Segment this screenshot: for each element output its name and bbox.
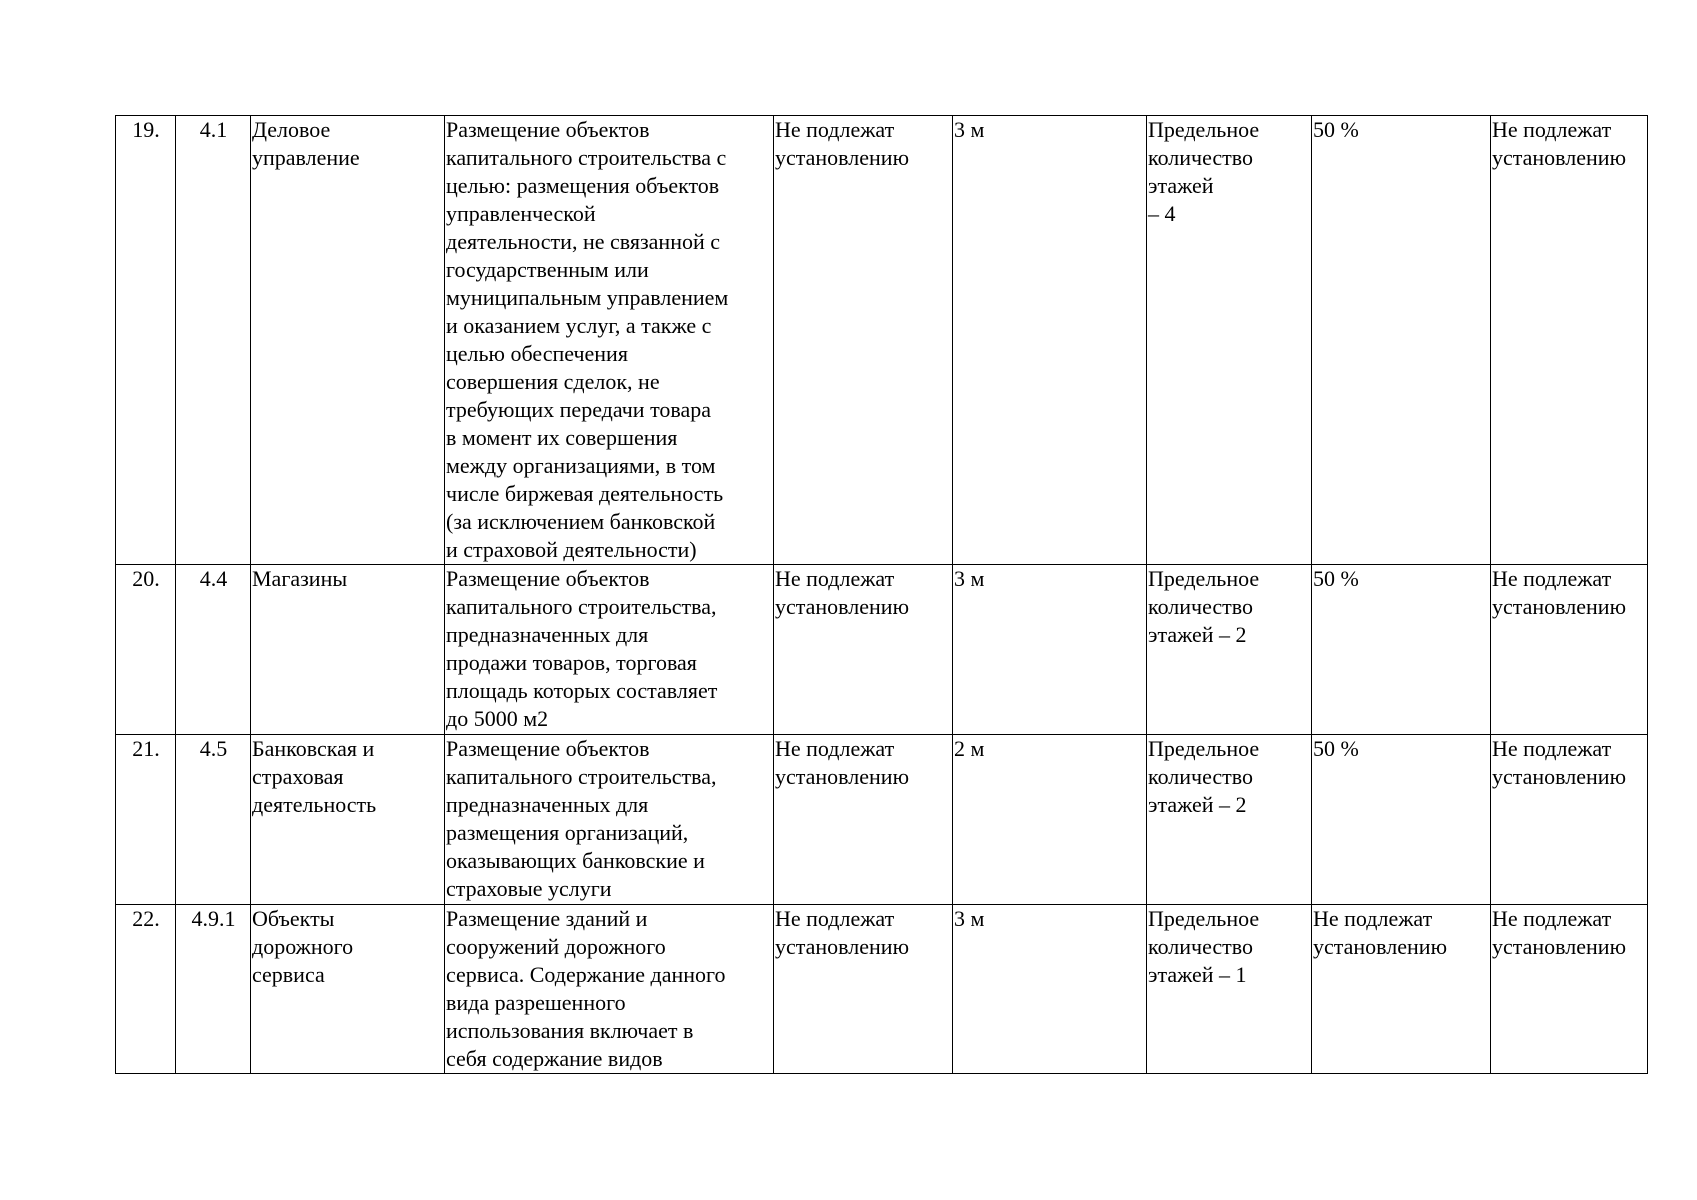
other-limits: Не подлежат установлению — [1491, 565, 1648, 735]
setback-distance: 3 м — [953, 905, 1147, 1074]
height-limit: Предельное количество этажей – 2 — [1147, 735, 1312, 905]
use-code: 4.4 — [176, 565, 251, 735]
height-limit: Предельное количество этажей – 2 — [1147, 565, 1312, 735]
row-number: 20. — [116, 565, 176, 735]
use-name: Банковская и страховая деятельность — [251, 735, 445, 905]
use-code: 4.9.1 — [176, 905, 251, 1074]
plot-size-limit: Не подлежат установлению — [774, 565, 953, 735]
row-number: 22. — [116, 905, 176, 1074]
height-limit: Предельное количество этажей – 1 — [1147, 905, 1312, 1074]
use-description: Размещение объектов капитального строительства, предназначенных для размещения организаций, оказывающих банковские и страховые услуги — [445, 735, 774, 905]
use-description: Размещение объектов капитального строительства, предназначенных для продажи товаров, торговая площадь которых составляет до 5000 м2 — [445, 565, 774, 735]
setback-distance: 3 м — [953, 116, 1147, 565]
row-number: 21. — [116, 735, 176, 905]
table-row — [116, 735, 1648, 905]
table-row — [116, 905, 1648, 1074]
use-code: 4.5 — [176, 735, 251, 905]
table-row — [116, 116, 1648, 565]
use-code: 4.1 — [176, 116, 251, 565]
row-number: 19. — [116, 116, 176, 565]
coverage-percent: Не подлежат установлению — [1312, 905, 1491, 1074]
other-limits: Не подлежат установлению — [1491, 116, 1648, 565]
coverage-percent: 50 % — [1312, 735, 1491, 905]
coverage-percent: 50 % — [1312, 565, 1491, 735]
use-name: Объекты дорожного сервиса — [251, 905, 445, 1074]
plot-size-limit: Не подлежат установлению — [774, 905, 953, 1074]
use-name: Магазины — [251, 565, 445, 735]
land-use-regulations-table — [115, 115, 1648, 1074]
table-row — [116, 565, 1648, 735]
plot-size-limit: Не подлежат установлению — [774, 116, 953, 565]
other-limits: Не подлежат установлению — [1491, 905, 1648, 1074]
coverage-percent: 50 % — [1312, 116, 1491, 565]
setback-distance: 3 м — [953, 565, 1147, 735]
use-name: Деловое управление — [251, 116, 445, 565]
height-limit: Предельное количество этажей – 4 — [1147, 116, 1312, 565]
setback-distance: 2 м — [953, 735, 1147, 905]
plot-size-limit: Не подлежат установлению — [774, 735, 953, 905]
use-description: Размещение зданий и сооружений дорожного сервиса. Содержание данного вида разрешенного использования включает в себя содержание видов — [445, 905, 774, 1074]
other-limits: Не подлежат установлению — [1491, 735, 1648, 905]
use-description: Размещение объектов капитального строительства с целью: размещения объектов управленческой деятельности, не связанной с государственным или муниципальным управлением и оказанием услуг, а также с целью обеспечения совершения сделок, не требующих передачи товара в момент их совершения между организациями, в том числе биржевая деятельность (за исключением банковской и страховой деятельности) — [445, 116, 774, 565]
